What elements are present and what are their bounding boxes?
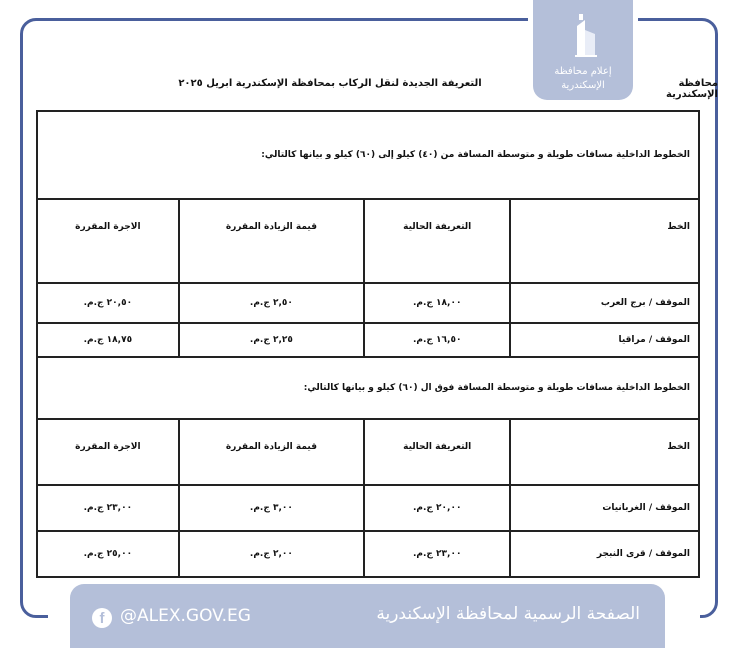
row-current-fare: ١٨,٠٠ ج.م. — [364, 283, 510, 323]
column-header-line: الخط — [510, 419, 699, 485]
table-row — [37, 323, 699, 357]
lighthouse-logo-icon — [563, 12, 603, 62]
column-header-current: التعريفة الحالية — [364, 419, 510, 485]
row-increase: ٢,٠٠ ج.م. — [179, 531, 364, 577]
row-line-name: الموقف / برج العرب — [510, 283, 699, 323]
logo-tab — [533, 0, 633, 100]
row-line-name: الموقف / قرى النبجر — [510, 531, 699, 577]
document-title: التعريفة الجديدة لنقل الركاب بمحافظة الإسكندرية ابريل ٢٠٢٥ — [178, 78, 482, 89]
column-header-fare: الاجرة المقررة — [37, 419, 179, 485]
row-current-fare: ١٦,٥٠ ج.م. — [364, 323, 510, 357]
fare-table — [36, 110, 700, 578]
row-increase: ٢,٥٠ ج.م. — [179, 283, 364, 323]
row-new-fare: ١٨,٧٥ ج.م. — [37, 323, 179, 357]
page-handle[interactable]: @ALEX.GOV.EG — [120, 606, 251, 626]
row-line-name: الموقف / مراقيا — [510, 323, 699, 357]
row-new-fare: ٢٣,٠٠ ج.م. — [37, 485, 179, 531]
row-new-fare: ٢٠,٥٠ ج.م. — [37, 283, 179, 323]
column-header-increase: قيمة الزيادة المقررة — [179, 419, 364, 485]
fare-tables — [36, 110, 700, 578]
footer-title: الصفحة الرسمية لمحافظة الإسكندرية — [376, 604, 640, 624]
row-increase: ٣,٠٠ ج.م. — [179, 485, 364, 531]
footer-banner — [70, 584, 665, 648]
facebook-icon[interactable]: f — [92, 608, 112, 628]
column-header-fare: الاجرة المقررة — [37, 199, 179, 283]
section1-heading: الخطوط الداخلية مسافات طويلة و متوسطة المسافة من (٤٠) كيلو إلى (٦٠) كيلو و بيانها كالتالي: — [37, 111, 699, 199]
table-row — [37, 531, 699, 577]
table-row — [37, 283, 699, 323]
section2-heading: الخطوط الداخلية مسافات طويلة و متوسطة المسافة فوق ال (٦٠) كيلو و بيانها كالتالي: — [37, 357, 699, 419]
column-header-line: الخط — [510, 199, 699, 283]
row-increase: ٢,٢٥ ج.م. — [179, 323, 364, 357]
logo-text-line2: الإسكندرية — [561, 80, 605, 91]
row-current-fare: ٢٠,٠٠ ج.م. — [364, 485, 510, 531]
row-line-name: الموقف / الغربانيات — [510, 485, 699, 531]
table-row — [37, 485, 699, 531]
column-header-current: التعريفة الحالية — [364, 199, 510, 283]
logo-text-line1: إعلام محافظة — [554, 66, 612, 77]
column-header-increase: قيمة الزيادة المقررة — [179, 199, 364, 283]
row-new-fare: ٢٥,٠٠ ج.م. — [37, 531, 179, 577]
row-current-fare: ٢٣,٠٠ ج.م. — [364, 531, 510, 577]
governorate-name: محافظة الإسكندرية — [666, 78, 718, 100]
